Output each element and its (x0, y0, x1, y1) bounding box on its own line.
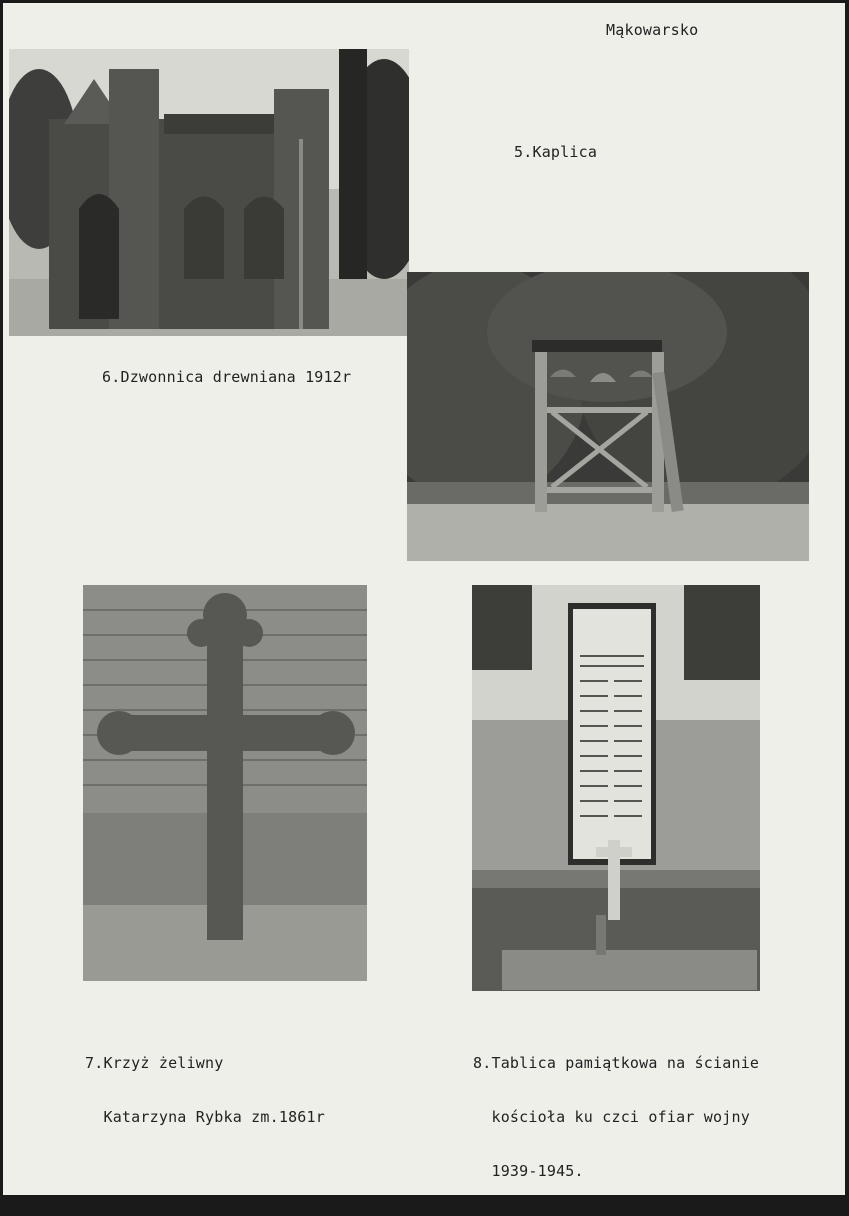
document-page (3, 3, 845, 1195)
photo-cross (83, 585, 367, 981)
photo-belfry (407, 272, 809, 561)
caption-belfry: 6.Dzwonnica drewniana 1912r (102, 368, 352, 386)
place-heading: Mąkowarsko (606, 21, 699, 39)
caption-cross (85, 1018, 325, 1162)
caption-plaque (473, 1018, 759, 1216)
caption-plaque-line-1: 8.Tablica pamiątkowa na ścianie (473, 1054, 760, 1072)
caption-plaque-line-3: 1939-1945. (473, 1162, 584, 1180)
caption-chapel: 5.Kaplica (514, 143, 598, 161)
caption-cross-line-2: Katarzyna Rybka zm.1861r (85, 1108, 325, 1126)
caption-plaque-line-2: kościoła ku czci ofiar wojny (473, 1108, 750, 1126)
photo-chapel (9, 49, 409, 336)
photo-plaque (472, 585, 760, 991)
caption-cross-line-1: 7.Krzyż żeliwny (85, 1054, 224, 1072)
